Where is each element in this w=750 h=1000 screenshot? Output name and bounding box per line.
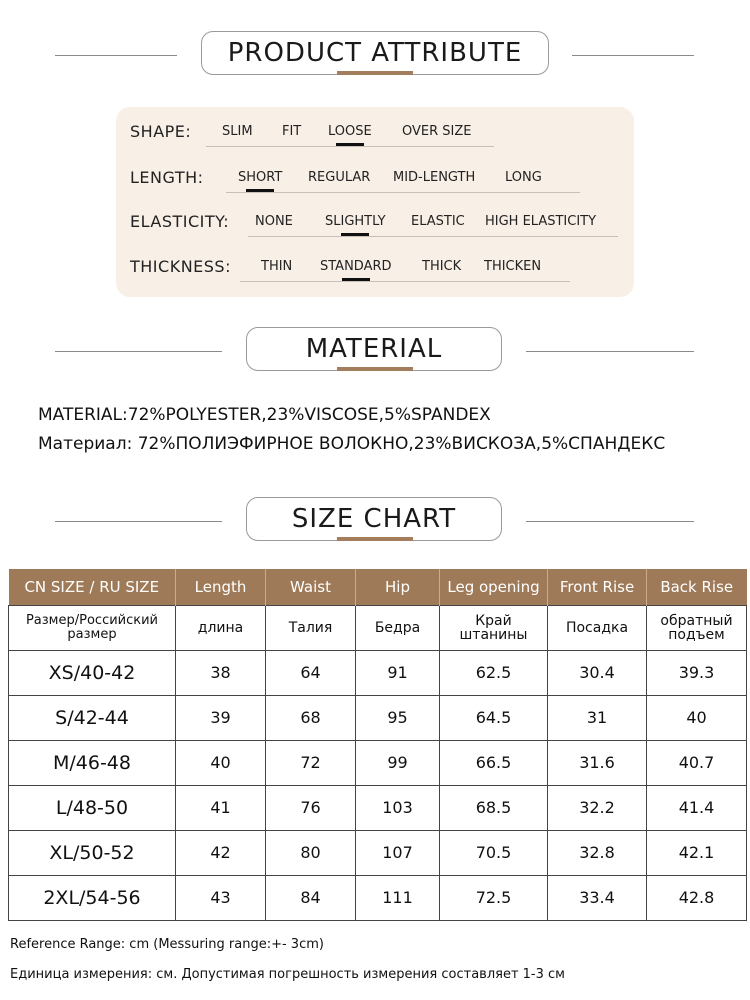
table-cell: 99 — [356, 740, 440, 785]
attr-rule — [226, 192, 580, 193]
selected-marker — [246, 189, 274, 192]
table-cell: 76 — [266, 785, 356, 830]
table-cell: 72 — [266, 740, 356, 785]
ru-header-cell: Посадка — [548, 605, 647, 650]
attr-option-selected: STANDARD — [320, 259, 392, 274]
header-accent — [337, 537, 413, 541]
header-rule-left — [55, 351, 222, 352]
table-cell: 68 — [266, 695, 356, 740]
attr-option: ELASTIC — [411, 214, 465, 229]
selected-marker — [342, 278, 370, 281]
header-title: PRODUCT ATTRIBUTE — [201, 31, 549, 75]
attr-option: MID-LENGTH — [393, 170, 476, 185]
column-header: Back Rise — [647, 569, 747, 605]
ru-header-cell: Талия — [266, 605, 356, 650]
table-cell: 41.4 — [647, 785, 747, 830]
table-cell: 107 — [356, 830, 440, 875]
ru-header-cell: Размер/Российский размер — [9, 605, 176, 650]
attr-option: THICK — [422, 259, 462, 274]
header-rule-right — [572, 55, 694, 56]
header-title: SIZE CHART — [246, 497, 502, 541]
attr-option: THICKEN — [484, 259, 542, 274]
table-cell: 64 — [266, 650, 356, 695]
table-cell: 95 — [356, 695, 440, 740]
attr-label: THICKNESS: — [130, 257, 231, 276]
table-cell: 39 — [176, 695, 266, 740]
material-english: MATERIAL:72%POLYESTER,23%VISCOSE,5%SPANDEX — [38, 405, 491, 425]
attr-option: OVER SIZE — [402, 124, 472, 139]
table-row — [9, 875, 747, 920]
table-cell: 42.1 — [647, 830, 747, 875]
table-cell: 91 — [356, 650, 440, 695]
attr-rule — [240, 281, 570, 282]
table-cell: 68.5 — [440, 785, 548, 830]
attr-label: LENGTH: — [130, 168, 204, 187]
table-cell: 31.6 — [548, 740, 647, 785]
column-header: Waist — [266, 569, 356, 605]
attr-option: FIT — [282, 124, 302, 139]
table-cell: 2XL/54-56 — [9, 875, 176, 920]
attr-option: LONG — [505, 170, 542, 185]
table-row — [9, 740, 747, 785]
table-cell: 72.5 — [440, 875, 548, 920]
ru-header-cell: длина — [176, 605, 266, 650]
ru-header-cell: Край штанины — [440, 605, 548, 650]
table-cell: 32.2 — [548, 785, 647, 830]
table-cell: 43 — [176, 875, 266, 920]
table-row — [9, 785, 747, 830]
table-row — [9, 695, 747, 740]
header-rule-left — [55, 55, 177, 56]
header-rule-right — [526, 351, 694, 352]
header-rule-left — [55, 521, 222, 522]
table-cell: 33.4 — [548, 875, 647, 920]
table-header-row — [9, 569, 747, 605]
table-cell: 30.4 — [548, 650, 647, 695]
attr-option-selected: LOOSE — [328, 124, 372, 139]
selected-marker — [341, 233, 369, 236]
reference-range-note: Reference Range: cm (Messuring range:+- 3cm) — [10, 937, 324, 952]
table-row — [9, 650, 747, 695]
column-header: Front Rise — [548, 569, 647, 605]
column-header: Hip — [356, 569, 440, 605]
table-row — [9, 830, 747, 875]
attr-option: HIGH ELASTICITY — [485, 214, 597, 229]
ru-header-cell: Бедра — [356, 605, 440, 650]
header-title: MATERIAL — [246, 327, 502, 371]
header-accent — [337, 71, 413, 75]
attr-option: REGULAR — [308, 170, 371, 185]
table-cell: 40 — [647, 695, 747, 740]
table-cell: 31 — [548, 695, 647, 740]
table-cell: 64.5 — [440, 695, 548, 740]
attr-label: ELASTICITY: — [130, 212, 230, 231]
table-cell: 103 — [356, 785, 440, 830]
table-cell: L/48-50 — [9, 785, 176, 830]
table-cell: 80 — [266, 830, 356, 875]
table-ru-header-row — [9, 605, 747, 650]
attr-rule — [248, 236, 618, 237]
table-cell: 42 — [176, 830, 266, 875]
table-cell: 111 — [356, 875, 440, 920]
table-cell: 40 — [176, 740, 266, 785]
attr-option: NONE — [255, 214, 293, 229]
attr-rule — [206, 146, 494, 147]
table-cell: XL/50-52 — [9, 830, 176, 875]
material-header — [0, 327, 750, 377]
attr-label: SHAPE: — [130, 122, 192, 141]
table-cell: 84 — [266, 875, 356, 920]
product-attribute-header — [0, 31, 750, 81]
column-header: CN SIZE / RU SIZE — [9, 569, 176, 605]
table-cell: 40.7 — [647, 740, 747, 785]
size-table — [8, 569, 747, 921]
column-header: Length — [176, 569, 266, 605]
selected-marker — [336, 143, 364, 146]
column-header: Leg opening — [440, 569, 548, 605]
header-accent — [337, 367, 413, 371]
table-cell: 32.8 — [548, 830, 647, 875]
attr-option: SLIM — [222, 124, 253, 139]
table-cell: S/42-44 — [9, 695, 176, 740]
table-cell: 39.3 — [647, 650, 747, 695]
table-cell: 41 — [176, 785, 266, 830]
measurement-note-russian: Единица измерения: см. Допустимая погрешность измерения составляет 1-3 см — [10, 967, 565, 982]
table-cell: 42.8 — [647, 875, 747, 920]
attr-option: THIN — [261, 259, 293, 274]
attr-option-selected: SLIGHTLY — [325, 214, 386, 229]
table-cell: XS/40-42 — [9, 650, 176, 695]
header-rule-right — [526, 521, 694, 522]
attr-option-selected: SHORT — [238, 170, 282, 185]
material-russian: Материал: 72%ПОЛИЭФИРНОЕ ВОЛОКНО,23%ВИСКОЗА,5%СПАНДЕКС — [38, 434, 666, 454]
table-cell: 70.5 — [440, 830, 548, 875]
table-cell: 62.5 — [440, 650, 548, 695]
table-cell: 38 — [176, 650, 266, 695]
table-cell: M/46-48 — [9, 740, 176, 785]
table-cell: 66.5 — [440, 740, 548, 785]
size-chart-header — [0, 497, 750, 547]
ru-header-cell: обратный подъем — [647, 605, 747, 650]
